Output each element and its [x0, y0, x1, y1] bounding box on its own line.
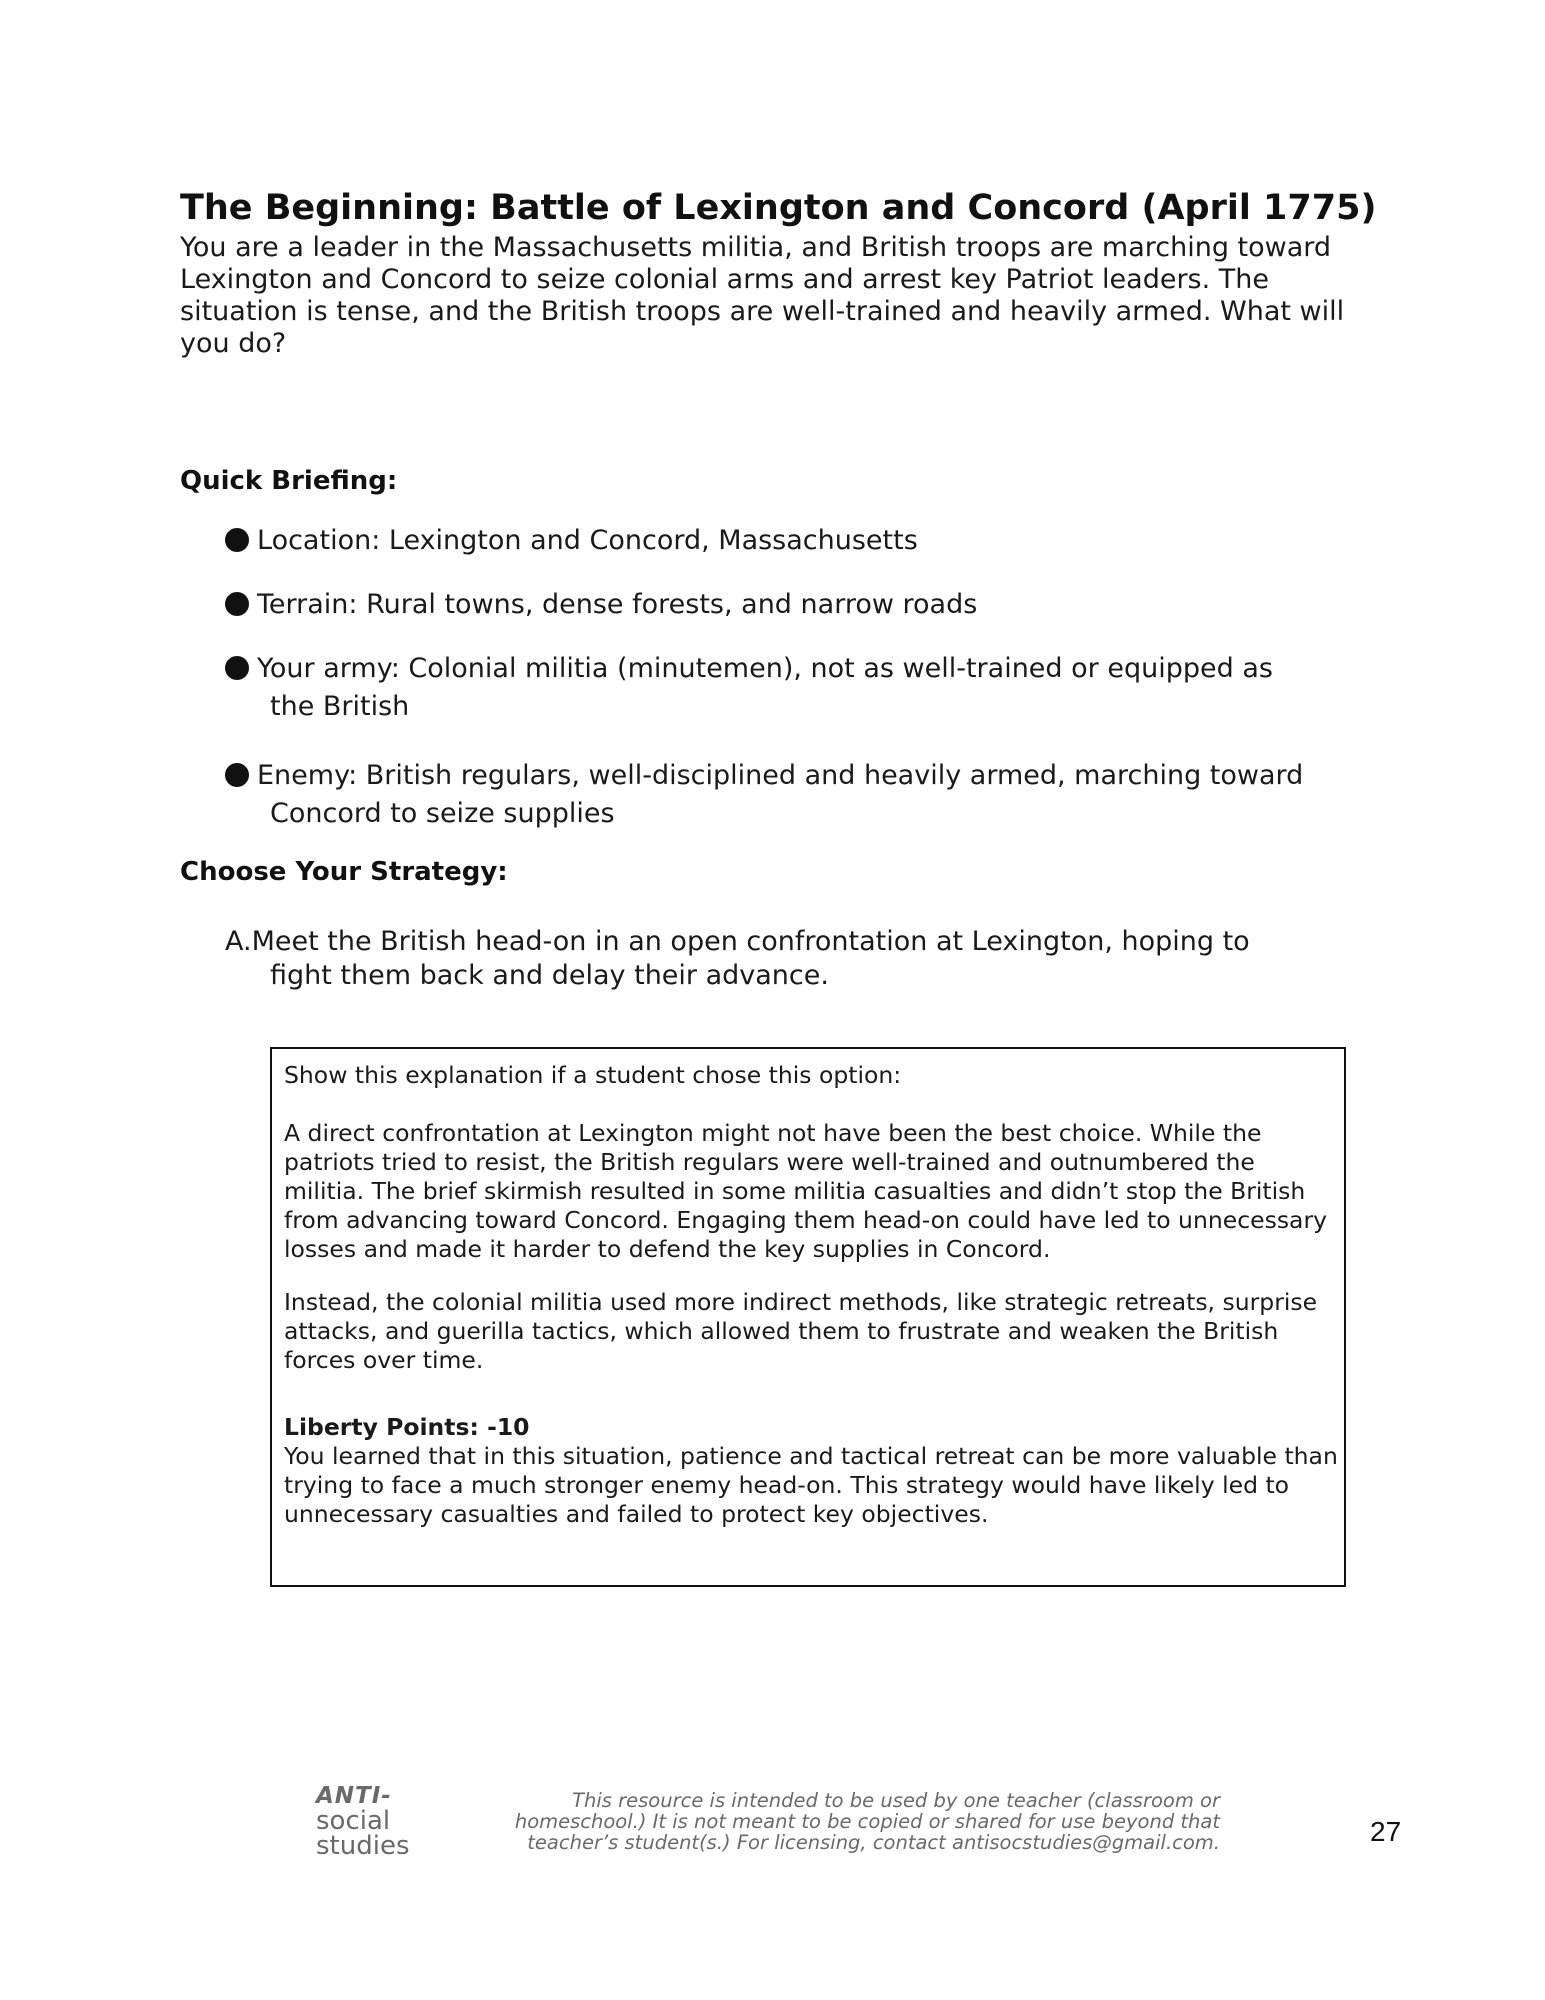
briefing-item-location: Location: Lexington and Concord, Massachusetts: [225, 522, 1345, 560]
briefing-item-terrain: Terrain: Rural towns, dense forests, and narrow roads: [225, 586, 1345, 624]
page-title: The Beginning: Battle of Lexington and Concord (April 1775): [180, 188, 1377, 228]
strategy-heading: Choose Your Strategy:: [180, 857, 508, 887]
briefing-heading: Quick Briefing:: [180, 466, 398, 496]
strategy-option-a: A.Meet the British head-on in an open confrontation at Lexington, hoping to fight them back and delay their advance.: [225, 926, 1250, 991]
page-number: 27: [1370, 1816, 1402, 1847]
bullet-icon: [225, 763, 249, 787]
briefing-item-enemy: Enemy: British regulars, well-disciplined and heavily armed, marching toward Concord to seize supplies: [225, 757, 1345, 833]
explanation-paragraph: Instead, the colonial militia used more indirect methods, like strategic retreats, surprise attacks, and guerilla tactics, which allowed them to frustrate and weaken the British forces over time.: [284, 1288, 1318, 1374]
antisocial-studies-logo: ANTI- social studies: [316, 1783, 410, 1861]
bullet-icon: [225, 592, 249, 616]
bullet-icon: [225, 528, 249, 552]
license-note: This resource is intended to be used by one teacher (classroom or homeschool.) It is not meant to be copied or shared for use beyond that teacher’s student(s.) For licensing, contact antisocstudies@gmail.com.: [514, 1789, 1220, 1854]
liberty-points-text: You learned that in this situation, patience and tactical retreat can be more valuable than trying to face a much stronger enemy head-on. This strategy would have likely led to unnecessary casualties and failed to protect key objectives.: [284, 1442, 1338, 1528]
liberty-points-label: Liberty Points: -10: [284, 1413, 530, 1441]
explanation-paragraph: A direct confrontation at Lexington might not have been the best choice. While the patriots tried to resist, the British regulars were well-trained and outnumbered the militia. The brief skirmish resulted in some militia casualties and didn’t stop the British from advancing toward Concord. Engaging them head-on could have led to unnecessary losses and made it harder to defend the key supplies in Concord.: [284, 1119, 1328, 1263]
explanation-box: [270, 1047, 1346, 1587]
scenario-intro: You are a leader in the Massachusetts militia, and British troops are marching toward Lexington and Concord to seize colonial arms and arrest key Patriot leaders. The situation is tense, and the British troops are well-trained and heavily armed. What will you do?: [180, 232, 1345, 359]
explanation-intro: Show this explanation if a student chose this option:: [284, 1061, 902, 1089]
briefing-item-army: Your army: Colonial militia (minutemen), not as well-trained or equipped as the British: [225, 650, 1345, 726]
bullet-icon: [225, 656, 249, 680]
